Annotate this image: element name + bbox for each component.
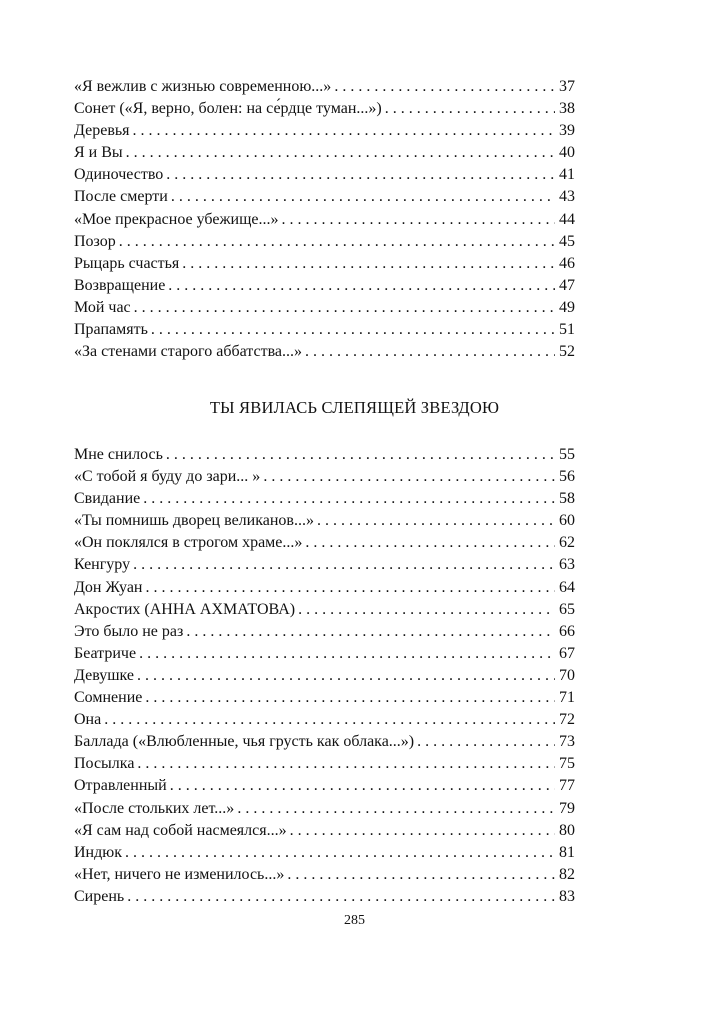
toc-entry-title: Кенгуру bbox=[74, 556, 131, 574]
toc-entry-page: 79 bbox=[559, 799, 575, 817]
toc-entry bbox=[74, 76, 575, 98]
toc-entry bbox=[74, 164, 575, 186]
dot-leader bbox=[171, 186, 555, 208]
toc-entry bbox=[74, 665, 575, 687]
toc-entry bbox=[74, 466, 575, 488]
toc-entry-title: Деревья bbox=[74, 122, 130, 140]
toc-entry-title: «Я сам над собой насмеялся...» bbox=[74, 821, 287, 839]
toc-entry-title: «Нет, ничего не изменилось...» bbox=[74, 865, 285, 883]
dot-leader bbox=[134, 297, 555, 319]
toc-entry-page: 49 bbox=[559, 298, 575, 316]
toc-entry-page: 55 bbox=[559, 446, 575, 463]
toc-entry-title: Я и Вы bbox=[74, 144, 123, 162]
dot-leader bbox=[263, 466, 555, 488]
toc-entry-page: 40 bbox=[559, 144, 575, 162]
dot-leader bbox=[170, 775, 555, 797]
dot-leader bbox=[104, 709, 555, 731]
toc-entry-page: 80 bbox=[559, 821, 575, 839]
toc-entry-title: Она bbox=[74, 711, 102, 729]
toc-entry-page: 60 bbox=[559, 512, 575, 530]
toc-entry-title: Это было не раз bbox=[74, 622, 184, 640]
toc-entry-title: Отравленный bbox=[74, 777, 167, 795]
toc-entry bbox=[74, 532, 575, 554]
toc-entry-title: Посылка bbox=[74, 755, 135, 773]
dot-leader bbox=[385, 98, 555, 120]
toc-entry-page: 52 bbox=[559, 343, 575, 361]
toc-entry bbox=[74, 599, 575, 621]
dot-leader bbox=[119, 231, 555, 253]
dot-leader bbox=[305, 532, 555, 554]
dot-leader bbox=[290, 820, 555, 842]
toc-entry-page: 66 bbox=[559, 622, 575, 640]
dot-leader bbox=[334, 76, 555, 98]
dot-leader bbox=[417, 731, 555, 753]
toc-entry-page: 38 bbox=[559, 100, 575, 118]
dot-leader bbox=[166, 164, 555, 186]
dot-leader bbox=[166, 444, 555, 466]
toc-entry-page: 44 bbox=[559, 210, 575, 228]
dot-leader bbox=[305, 341, 555, 363]
toc-entry-page: 46 bbox=[559, 254, 575, 272]
toc-entry bbox=[74, 297, 575, 319]
toc-entry-page: 77 bbox=[559, 777, 575, 795]
toc-entry-title: Девушке bbox=[74, 666, 135, 684]
toc-entry-page: 58 bbox=[559, 490, 575, 508]
toc-entry bbox=[74, 98, 575, 120]
toc-entry-title: Баллада («Влюбленные, чья грусть как облака...») bbox=[74, 733, 415, 751]
toc-entry-title: «За стенами старого аббатства...» bbox=[74, 343, 303, 361]
toc-entry bbox=[74, 687, 575, 709]
toc-entry bbox=[74, 577, 575, 599]
section-heading: ТЫ ЯВИЛАСЬ СЛЕПЯЩЕЙ ЗВЕЗДОЮ bbox=[209, 398, 500, 417]
dot-leader bbox=[317, 510, 555, 532]
toc-entry-title: После смерти bbox=[74, 188, 168, 206]
toc-entry bbox=[74, 488, 575, 510]
toc-entry bbox=[74, 120, 575, 142]
toc-entry bbox=[74, 842, 575, 864]
page-number: 285 bbox=[344, 913, 365, 928]
dot-leader bbox=[298, 599, 555, 621]
dot-leader bbox=[137, 753, 555, 775]
toc-entry-title: Возвращение bbox=[74, 276, 166, 294]
toc-entry-title: Мне снилось bbox=[74, 446, 163, 463]
contents-list-part-1 bbox=[74, 76, 575, 363]
toc-entry-title: Одиночество bbox=[74, 166, 164, 184]
toc-entry-title: Сомнение bbox=[74, 689, 143, 707]
toc-entry-page: 47 bbox=[559, 276, 575, 294]
dot-leader bbox=[151, 319, 555, 341]
toc-entry-page: 81 bbox=[559, 843, 575, 861]
toc-entry bbox=[74, 643, 575, 665]
toc-entry-page: 62 bbox=[559, 534, 575, 552]
toc-entry-page: 45 bbox=[559, 232, 575, 250]
toc-entry bbox=[74, 621, 575, 643]
toc-entry bbox=[74, 142, 575, 164]
toc-entry bbox=[74, 709, 575, 731]
toc-entry bbox=[74, 820, 575, 842]
toc-entry-page: 41 bbox=[559, 166, 575, 184]
toc-entry-title: Прапамять bbox=[74, 321, 148, 339]
toc-entry-title: Свидание bbox=[74, 490, 141, 508]
dot-leader bbox=[133, 120, 555, 142]
toc-entry-page: 83 bbox=[559, 887, 575, 905]
dot-leader bbox=[237, 798, 555, 820]
toc-entry-page: 39 bbox=[559, 122, 575, 140]
toc-entry-title: «Я вежлив с жизнью современною...» bbox=[74, 78, 332, 95]
toc-entry bbox=[74, 341, 575, 363]
dot-leader bbox=[133, 554, 555, 576]
dot-leader bbox=[182, 253, 555, 275]
toc-entry-title: Позор bbox=[74, 232, 116, 250]
toc-entry-page: 43 bbox=[559, 188, 575, 206]
toc-entry-title: Мой час bbox=[74, 298, 131, 316]
toc-entry-page: 67 bbox=[559, 644, 575, 662]
toc-entry-title: «Мое прекрасное убежище...» bbox=[74, 210, 279, 228]
dot-leader bbox=[281, 209, 555, 231]
toc-entry-title: «С тобой я буду до зари... » bbox=[74, 468, 261, 486]
toc-entry-page: 72 bbox=[559, 711, 575, 729]
toc-entry-title: Сонет («Я, верно, болен: на се́рдце туман...») bbox=[74, 100, 382, 118]
dot-leader bbox=[145, 687, 555, 709]
toc-entry-page: 37 bbox=[559, 78, 575, 95]
toc-entry bbox=[74, 186, 575, 208]
toc-entry-title: Беатриче bbox=[74, 644, 137, 662]
toc-entry bbox=[74, 775, 575, 797]
toc-entry-title: Сирень bbox=[74, 887, 125, 905]
toc-entry bbox=[74, 886, 575, 908]
toc-entry-title: Рыцарь счастья bbox=[74, 254, 180, 272]
toc-entry-page: 71 bbox=[559, 689, 575, 707]
dot-leader bbox=[287, 864, 555, 886]
toc-entry bbox=[74, 231, 575, 253]
dot-leader bbox=[139, 643, 555, 665]
toc-entry-title: Дон Жуан bbox=[74, 578, 143, 596]
toc-entry-page: 75 bbox=[559, 755, 575, 773]
dot-leader bbox=[126, 142, 555, 164]
dot-leader bbox=[186, 621, 555, 643]
dot-leader bbox=[143, 488, 555, 510]
toc-entry-title: «Ты помнишь дворец великанов...» bbox=[74, 512, 314, 530]
toc-entry-page: 70 bbox=[559, 666, 575, 684]
toc-entry bbox=[74, 864, 575, 886]
toc-entry-page: 65 bbox=[559, 600, 575, 618]
dot-leader bbox=[145, 577, 555, 599]
toc-entry-page: 56 bbox=[559, 468, 575, 486]
toc-entry bbox=[74, 510, 575, 532]
toc-entry bbox=[74, 319, 575, 341]
toc-entry bbox=[74, 275, 575, 297]
toc-entry bbox=[74, 798, 575, 820]
dot-leader bbox=[137, 665, 555, 687]
toc-entry-page: 82 bbox=[559, 865, 575, 883]
toc-entry-title: «После стольких лет...» bbox=[74, 799, 235, 817]
contents-list-part-2 bbox=[74, 444, 575, 908]
dot-leader bbox=[125, 842, 555, 864]
dot-leader bbox=[168, 275, 555, 297]
toc-entry bbox=[74, 731, 575, 753]
toc-entry-page: 73 bbox=[559, 733, 575, 751]
toc-entry-title: «Он поклялся в строгом храме...» bbox=[74, 534, 303, 552]
toc-entry-page: 51 bbox=[559, 321, 575, 339]
toc-entry bbox=[74, 444, 575, 466]
toc-entry-page: 64 bbox=[559, 578, 575, 596]
toc-entry bbox=[74, 753, 575, 775]
toc-entry-title: Акростих (АННА АХМАТОВА) bbox=[74, 600, 296, 618]
dot-leader bbox=[127, 886, 555, 908]
toc-entry-page: 63 bbox=[559, 556, 575, 574]
toc-entry-title: Индюк bbox=[74, 843, 122, 861]
toc-entry bbox=[74, 253, 575, 275]
toc-entry bbox=[74, 554, 575, 576]
toc-entry bbox=[74, 209, 575, 231]
